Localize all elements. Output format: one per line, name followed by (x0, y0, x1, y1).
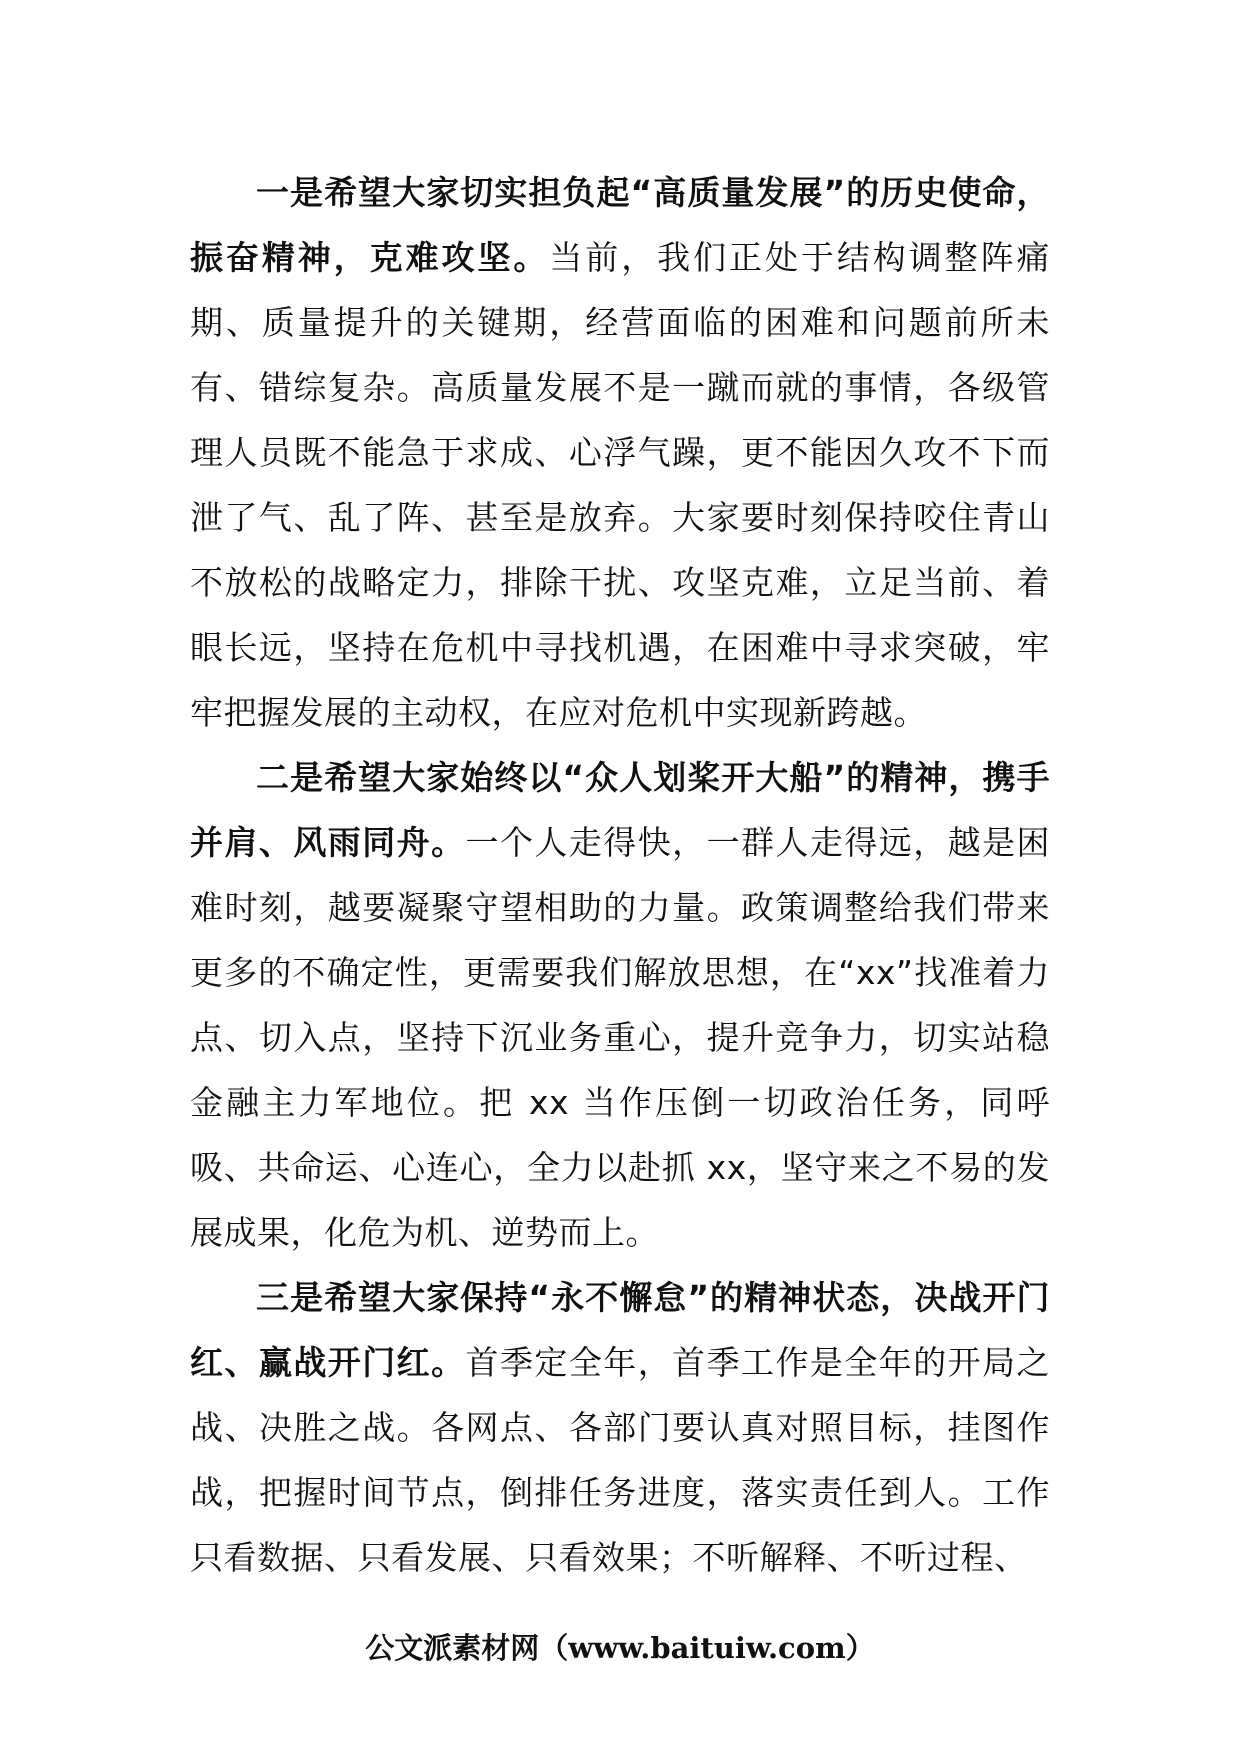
paragraph-1-lead: 一是希望大家切实担负起“高质量发展”的历史使命，振奋精神，克难攻坚。 (190, 173, 1050, 277)
paragraph-3 (190, 1265, 1050, 1590)
paragraph-1-body: 当前，我们正处于结构调整阵痛期、质量提升的关键期，经营面临的困难和问题前所未有、错综复杂。高质量发展不是一蹴而就的事情，各级管理人员既不能急于求成、心浮气躁，更不能因久攻不下而泄了气、乱了阵、甚至是放弃。大家要时刻保持咬住青山不放松的战略定力，排除干扰、攻坚克难，立足当前、着眼长远，坚持在危机中寻找机遇，在困难中寻求突破，牢牢把握发展的主动权，在应对危机中实现新跨越。 (190, 238, 1051, 732)
paragraph-3-lead: 三是希望大家保持“永不懈怠”的精神状态，决战开门红、赢战开门红。 (190, 1278, 1050, 1382)
paragraph-2-lead: 二是希望大家始终以“众人划桨开大船”的精神，携手并肩、风雨同舟。 (190, 758, 1050, 862)
page-footer: 公文派素材网（www.baituiw.com） (365, 1631, 875, 1665)
paragraph-2-body: 一个人走得快，一群人走得远，越是困难时刻，越要凝聚守望相助的力量。政策调整给我们带来更多的不确定性，更需要我们解放思想，在“xx”找准着力点、切入点，坚持下沉业务重心，提升竞争力，切实站稳金融主力军地位。把 xx 当作压倒一切政治任务，同呼吸、共命运、心连心，全力以赴抓 xx，坚守来之不易的发展成果，化危为机、逆势而上。 (190, 823, 1050, 1252)
paragraph-3-body: 首季定全年，首季工作是全年的开局之战、决胜之战。各网点、各部门要认真对照目标，挂图作战，把握时间节点，倒排任务进度，落实责任到人。工作只看数据、只看发展、只看效果；不听解释、不听过程、 (190, 1343, 1050, 1577)
paragraph-2 (190, 745, 1050, 1265)
document-body (190, 160, 1050, 1590)
paragraph-1 (190, 160, 1050, 745)
